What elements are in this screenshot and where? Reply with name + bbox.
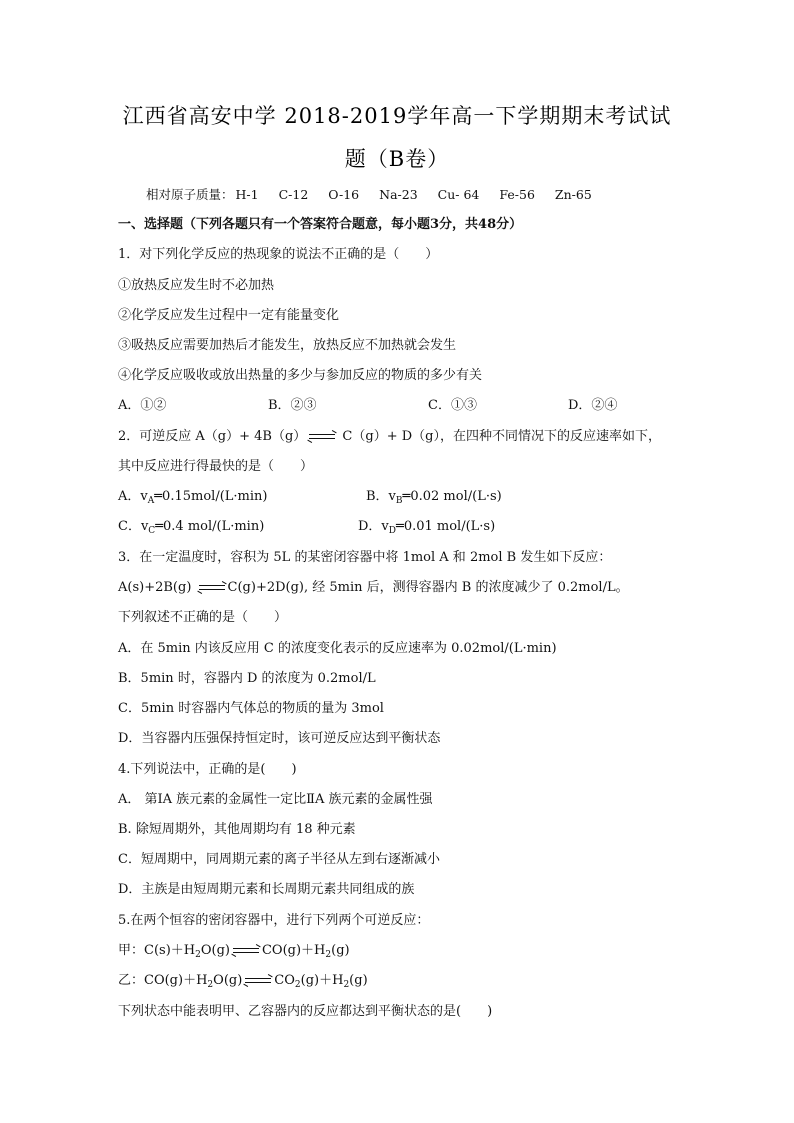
q4-option-a[interactable]: A． 第ⅠA 族元素的金属性一定比ⅡA 族元素的金属性强 bbox=[118, 792, 433, 807]
q5-stem-line2: 下列状态中能表明甲、乙容器内的反应都达到平衡状态的是( ) bbox=[118, 1004, 493, 1019]
q1-option-b[interactable]: B．②③ bbox=[268, 398, 317, 413]
q2-b-text: B．v bbox=[366, 489, 396, 504]
q3-option-c[interactable]: C．5min 时容器内气体总的物质的量为 3mol bbox=[118, 701, 384, 716]
q1-statement-4: ④化学反应吸收或放出热量的多少与参加反应的物质的多少有关 bbox=[118, 368, 483, 383]
q2-a-text: A．v bbox=[118, 489, 148, 504]
q1-option-c[interactable]: C．①③ bbox=[428, 398, 477, 413]
q3-stem: 3．在一定温度时，容积为 5L 的某密闭容器中将 1mol A 和 2mol B 发生如下反应： bbox=[118, 550, 612, 565]
reversible-arrow-icon bbox=[309, 432, 335, 442]
mass-fe: Fe-56 bbox=[499, 187, 535, 202]
q2-option-d[interactable] bbox=[358, 518, 495, 536]
q2-d-sub: D bbox=[388, 526, 396, 536]
q1-stem: 1．对下列化学反应的热现象的说法不正确的是（ ） bbox=[118, 247, 439, 262]
section-heading: 一、选择题（下列各题只有一个答案符合题意，每小题3分，共48分） bbox=[118, 217, 523, 232]
q2-d-value: ═0.01 mol/(L·s) bbox=[396, 519, 496, 534]
q5-yi-part1: 乙：CO(g)＋H bbox=[118, 973, 208, 988]
q5-jia-sub1: 2 bbox=[195, 950, 201, 960]
q5-reaction-yi bbox=[118, 972, 368, 990]
q2-stem bbox=[118, 428, 661, 446]
q3-eq-right: C(g)+2D(g), 经 5min 后，测得容器内 B 的浓度减少了 0.2mol/L。 bbox=[227, 580, 629, 595]
q2-b-value: ═0.02 mol/(L·s) bbox=[402, 489, 502, 504]
mass-cu: Cu- 64 bbox=[437, 187, 480, 202]
q5-jia-part1: 甲：C(s)＋H bbox=[118, 943, 196, 958]
atomic-masses-label: 相对原子质量： bbox=[146, 187, 234, 202]
q2-c-value: ═0.4 mol/(L·min) bbox=[155, 519, 265, 534]
reversible-arrow-icon bbox=[245, 976, 271, 986]
q4-option-d[interactable]: D．主族是由短周期元素和长周期元素共同组成的族 bbox=[118, 882, 415, 897]
q5-yi-part3: CO bbox=[274, 973, 295, 988]
mass-c: C-12 bbox=[278, 187, 309, 202]
q3-option-a[interactable]: A．在 5min 内该反应用 C 的浓度变化表示的反应速率为 0.02mol/(L·min) bbox=[118, 641, 557, 656]
q2-stem-left: 2．可逆反应 A（g）+ 4B（g） bbox=[118, 429, 307, 444]
q5-stem: 5.在两个恒容的密闭容器中，进行下列两个可逆反应： bbox=[118, 913, 430, 928]
q1-option-d[interactable]: D．②④ bbox=[568, 398, 618, 413]
mass-h: H-1 bbox=[235, 187, 259, 202]
q2-d-text: D．v bbox=[358, 519, 389, 534]
q5-reaction-jia bbox=[118, 942, 350, 960]
q2-a-sub: A bbox=[147, 496, 155, 506]
q2-b-sub: B bbox=[395, 496, 403, 506]
q3-eq-left: A(s)+2B(g) bbox=[118, 580, 196, 595]
q5-jia-part4: (g) bbox=[331, 943, 350, 958]
atomic-masses bbox=[146, 186, 612, 204]
reversible-arrow-icon bbox=[233, 946, 259, 956]
mass-o: O-16 bbox=[328, 187, 360, 202]
q5-yi-sub2: 2 bbox=[294, 980, 301, 990]
q2-option-b[interactable] bbox=[366, 488, 502, 506]
q5-yi-sub1: 2 bbox=[207, 980, 214, 990]
exam-title-line1: 江西省高安中学 2018-2019学年高一下学期期末考试试 bbox=[122, 104, 672, 128]
q4-stem: 4.下列说法中，正确的是( ) bbox=[118, 762, 297, 777]
q3-stem-line3: 下列叙述不正确的是（ ） bbox=[118, 610, 288, 625]
q2-a-value: ═0.15mol/(L·min) bbox=[154, 489, 268, 504]
q3-option-d[interactable]: D．当容器内压强保持恒定时，该可逆反应达到平衡状态 bbox=[118, 731, 441, 746]
q3-equation bbox=[118, 579, 629, 597]
q2-stem-right: C（g）+ D（g），在四种不同情况下的反应速率如下， bbox=[338, 429, 661, 444]
mass-zn: Zn-65 bbox=[554, 187, 592, 202]
q4-option-c[interactable]: C．短周期中，同周期元素的离子半径从左到右逐渐减小 bbox=[118, 852, 440, 867]
q2-c-text: C．v bbox=[118, 519, 149, 534]
exam-title-line2: 题（B卷） bbox=[344, 147, 450, 171]
q3-option-b[interactable]: B．5min 时，容器内 D 的浓度为 0.2mol/L bbox=[118, 671, 376, 686]
q5-yi-part4: (g)＋H bbox=[300, 973, 344, 988]
q5-yi-part2: O(g) bbox=[213, 973, 243, 988]
mass-na: Na-23 bbox=[379, 187, 418, 202]
q1-statement-3: ③吸热反应需要加热后才能发生，放热反应不加热就会发生 bbox=[118, 338, 457, 353]
q5-jia-part3: CO(g)＋H bbox=[261, 943, 326, 958]
q5-yi-sub3: 2 bbox=[343, 980, 350, 990]
q1-statement-2: ②化学反应发生过程中一定有能量变化 bbox=[118, 308, 340, 323]
q2-option-c[interactable] bbox=[118, 518, 264, 536]
q1-option-a[interactable]: A．①② bbox=[118, 398, 167, 413]
q4-option-b[interactable]: B. 除短周期外，其他周期均有 18 种元素 bbox=[118, 822, 356, 837]
q5-jia-part2: O(g) bbox=[200, 943, 230, 958]
q2-option-a[interactable] bbox=[118, 488, 267, 506]
q5-jia-sub2: 2 bbox=[325, 950, 332, 960]
q1-statement-1: ①放热反应发生时不必加热 bbox=[118, 278, 275, 293]
q2-stem-line2: 其中反应进行得最快的是（ ） bbox=[118, 459, 314, 474]
q5-yi-part5: (g) bbox=[349, 973, 368, 988]
q2-c-sub: C bbox=[148, 526, 156, 536]
reversible-arrow-icon bbox=[199, 583, 225, 593]
